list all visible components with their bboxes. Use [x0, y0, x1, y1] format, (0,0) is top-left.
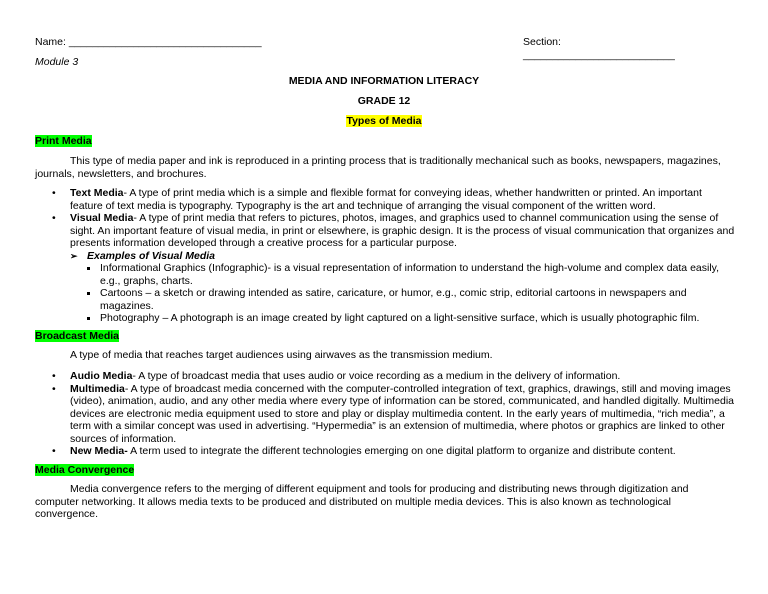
title-grade: GRADE 12 — [357, 95, 411, 107]
list-item-audio-media — [35, 370, 735, 383]
title-topic — [0, 115, 768, 128]
list-item-text-media — [35, 187, 735, 212]
list-item-visual-media — [35, 212, 735, 250]
example-photography: Photography – A photograph is an image created by light captured on a light-sensitive surface, which is usually photographic film. — [35, 312, 735, 325]
desc-text-media: - A type of print media which is a simple and flexible format for conveying ideas, whether handwritten or printed. An important feature of text media is typography. Typography is the art and technique of arranging the visual component of the written word. — [70, 187, 702, 212]
desc-multimedia: - A type of broadcast media concerned with the computer-controlled integration of text, graphics, drawings, still and moving images (video), animation, audio, and any other media where every type of information can be stored, communicated, and handled digitally. Multimedia devices are electronic media equipment used to store and play or display multimedia content. In the early years of multimedia, “rich media”, a term with a similar concept was used in advertising. “Hypermedia” is an extension of multimedia, where photos or graphics are linked to other sources of information. — [70, 382, 735, 445]
term-text-media: Text Media — [70, 187, 124, 199]
print-media-intro: This type of media paper and ink is reproduced in a printing process that is traditionally mechanical such as books, newspapers, magazines, journals, newsletters, and brochures. — [35, 155, 721, 180]
print-media-heading — [35, 135, 92, 148]
examples-heading: ➢ Examples of Visual Media — [35, 250, 735, 263]
term-multimedia: Multimedia — [70, 382, 125, 395]
media-convergence-intro: Media convergence refers to the merging of different equipment and tools for producing and distributing news through digitization and computer networking. It allows media texts to be produced and distributed on multiple media devices. This is also known as technological convergence. — [35, 483, 689, 520]
broadcast-media-heading-text: Broadcast Media — [35, 330, 120, 342]
title-topic-highlight: Types of Media — [346, 115, 422, 127]
media-convergence-heading-text: Media Convergence — [35, 464, 135, 476]
module-label: Module 3 — [35, 56, 79, 68]
example-infographic: Informational Graphics (Infographic)- is a visual representation of information to understand the high-volume and complex data easily, e.g., graphs, charts. — [35, 262, 735, 287]
term-audio-media: Audio Media — [70, 370, 133, 382]
section-field: Section: __________________________ — [523, 36, 675, 61]
name-field: Name: _________________________________ — [35, 36, 262, 48]
term-visual-media: Visual Media — [70, 212, 134, 224]
desc-visual-media: - A type of print media that refers to pictures, photos, images, and graphics used to channel communication using the sense of sight. An important feature of visual media, in print or elsewhere, is graphic design. It is the process of visual communication that organizes and presents information developed through a creative process for a particular purpose. — [70, 212, 735, 249]
broadcast-media-intro: A type of media that reaches target audiences using airwaves as the transmission medium. — [70, 349, 493, 361]
header-row — [35, 36, 715, 61]
desc-new-media: A term used to integrate the different technologies emerging on one digital platform to organize and distribute content. — [127, 445, 676, 457]
broadcast-media-heading — [35, 330, 119, 343]
list-item-multimedia — [35, 383, 735, 446]
title-subject: MEDIA AND INFORMATION LITERACY — [288, 75, 480, 87]
list-item-new-media — [35, 445, 735, 458]
desc-audio-media: - A type of broadcast media that uses audio or voice recording as a medium in the delivery of information. — [132, 370, 621, 382]
term-new-media: New Media- — [70, 445, 128, 457]
print-media-list — [35, 187, 735, 325]
media-convergence-heading — [35, 464, 134, 477]
broadcast-media-list — [35, 370, 735, 458]
example-cartoons: Cartoons – a sketch or drawing intended as satire, caricature, or humor, e.g., comic strip, editorial cartoons in newspapers and magazines. — [35, 287, 735, 312]
print-media-heading-text: Print Media — [35, 135, 92, 147]
